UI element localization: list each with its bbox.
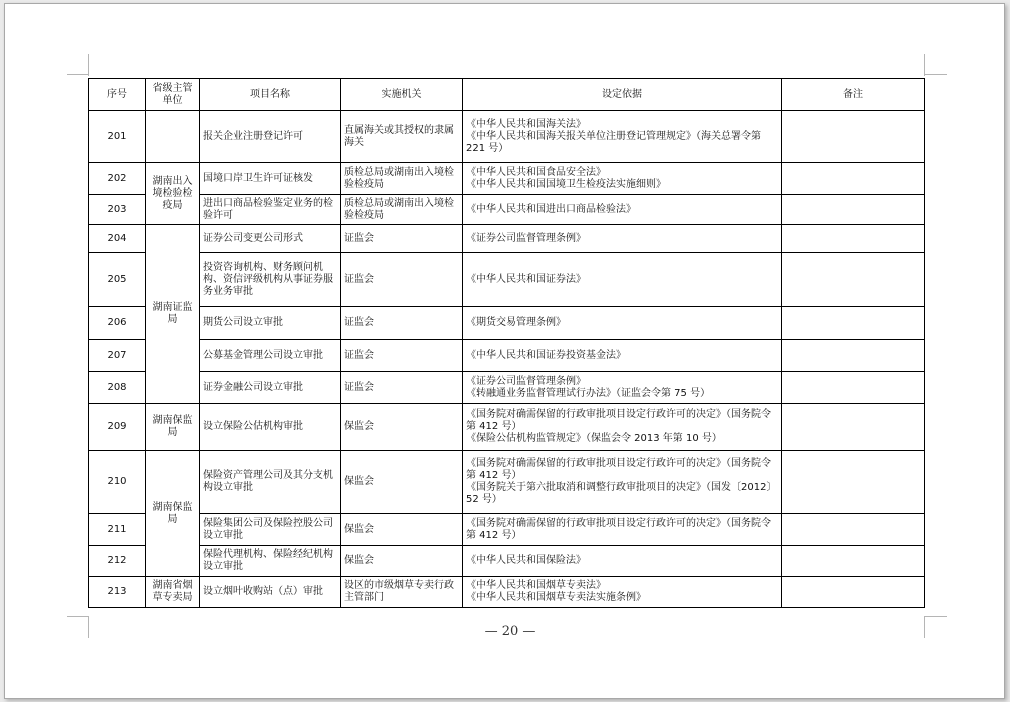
table-row [89, 372, 925, 404]
table-row [89, 577, 925, 608]
cell-impl: 证监会 [341, 307, 463, 340]
basis-line: 《证券公司监督管理条例》 [466, 375, 586, 387]
cell-note [782, 546, 925, 577]
table-row [89, 546, 925, 577]
cell-impl: 直属海关或其授权的隶属海关 [341, 111, 463, 163]
cell-basis [463, 111, 782, 163]
cell-basis [463, 163, 782, 195]
cell-impl: 质检总局或湖南出入境检验检疫局 [341, 163, 463, 195]
basis-line: 《国务院对确需保留的行政审批项目设定行政许可的决定》（国务院令第 412 号） [466, 458, 771, 481]
cell-note [782, 372, 925, 404]
cell-note [782, 340, 925, 372]
basis-line: 《保险公估机构监管规定》（保监会令 2013 年第 10 号） [466, 433, 722, 444]
cell-no: 207 [89, 340, 146, 372]
header-name: 项目名称 [200, 79, 341, 111]
cell-basis [463, 340, 782, 372]
cell-note [782, 451, 925, 514]
basis-line: 《中华人民共和国国境卫生检疫法实施细则》 [466, 178, 666, 190]
table-header-row [89, 79, 925, 111]
cell-name: 报关企业注册登记许可 [200, 111, 341, 163]
header-dept: 省级主管单位 [146, 79, 200, 111]
table-row [89, 195, 925, 225]
cell-impl: 证监会 [341, 372, 463, 404]
cell-impl: 设区的市级烟草专卖行政主管部门 [341, 577, 463, 608]
cell-no: 203 [89, 195, 146, 225]
cell-no: 211 [89, 514, 146, 546]
cell-impl: 保监会 [341, 546, 463, 577]
crop-mark-br-v [924, 616, 925, 638]
cell-dept [146, 111, 200, 163]
table-row [89, 253, 925, 307]
table-row [89, 225, 925, 253]
cell-no: 210 [89, 451, 146, 514]
cell-name: 保险集团公司及保险控股公司设立审批 [200, 514, 341, 546]
cell-name: 保险代理机构、保险经纪机构设立审批 [200, 546, 341, 577]
cell-note [782, 307, 925, 340]
basis-line: 《证券公司监督管理条例》 [466, 232, 586, 244]
cell-basis [463, 514, 782, 546]
cell-impl: 保监会 [341, 514, 463, 546]
cell-impl: 保监会 [341, 404, 463, 451]
cell-name: 公募基金管理公司设立审批 [200, 340, 341, 372]
crop-mark-bl-v [88, 616, 89, 638]
cell-no: 208 [89, 372, 146, 404]
cell-basis [463, 253, 782, 307]
cell-name: 投资咨询机构、财务顾问机构、资信评级机构从事证券服务业务审批 [200, 253, 341, 307]
crop-mark-tl-h [67, 74, 89, 75]
table-row [89, 111, 925, 163]
header-note: 备注 [782, 79, 925, 111]
cell-no: 209 [89, 404, 146, 451]
cell-name: 设立保险公估机构审批 [200, 404, 341, 451]
cell-no: 212 [89, 546, 146, 577]
basis-line: 《中华人民共和国海关报关单位注册登记管理规定》（海关总署令第 221 号） [466, 130, 761, 154]
cell-basis [463, 451, 782, 514]
basis-line: 《中华人民共和国证券投资基金法》 [466, 349, 626, 361]
table-row [89, 514, 925, 546]
cell-impl: 保监会 [341, 451, 463, 514]
cell-name: 国境口岸卫生许可证核发 [200, 163, 341, 195]
basis-line: 《期货交易管理条例》 [466, 317, 566, 328]
cell-note [782, 225, 925, 253]
cell-basis [463, 577, 782, 608]
cell-no: 201 [89, 111, 146, 163]
cell-name: 期货公司设立审批 [200, 307, 341, 340]
crop-mark-br-h [925, 616, 947, 617]
cell-note [782, 195, 925, 225]
table-row [89, 307, 925, 340]
crop-mark-tr-h [925, 74, 947, 75]
basis-line: 《中华人民共和国食品安全法》 [466, 166, 606, 178]
header-no: 序号 [89, 79, 146, 111]
cell-no: 204 [89, 225, 146, 253]
basis-line: 《中华人民共和国烟草专卖法实施条例》 [466, 592, 646, 603]
table-row [89, 163, 925, 195]
basis-line: 《中华人民共和国烟草专卖法》 [466, 580, 606, 591]
cell-basis [463, 307, 782, 340]
header-impl: 实施机关 [341, 79, 463, 111]
header-basis: 设定依据 [463, 79, 782, 111]
cell-name: 保险资产管理公司及其分支机构设立审批 [200, 451, 341, 514]
cell-impl: 证监会 [341, 253, 463, 307]
basis-line: 《中华人民共和国海关法》 [466, 118, 586, 130]
cell-no: 202 [89, 163, 146, 195]
cell-note [782, 514, 925, 546]
cell-impl: 质检总局或湖南出入境检验检疫局 [341, 195, 463, 225]
approval-items-table [88, 78, 925, 608]
cell-no: 205 [89, 253, 146, 307]
document-page [4, 3, 1005, 699]
cell-note [782, 163, 925, 195]
table-row [89, 404, 925, 451]
cell-basis [463, 195, 782, 225]
cell-no: 206 [89, 307, 146, 340]
crop-mark-tr-v [924, 54, 925, 76]
cell-name: 证券公司变更公司形式 [200, 225, 341, 253]
cell-basis [463, 225, 782, 253]
cell-dept: 湖南省烟草专卖局 [146, 577, 200, 608]
cell-note [782, 577, 925, 608]
basis-line: 《转融通业务监督管理试行办法》（证监会令第 75 号） [466, 387, 711, 399]
cell-dept: 湖南保监局 [146, 404, 200, 451]
cell-impl: 证监会 [341, 225, 463, 253]
basis-line: 《国务院对确需保留的行政审批项目设定行政许可的决定》（国务院令第 412 号） [466, 409, 771, 432]
basis-line: 《中华人民共和国证券法》 [466, 273, 586, 285]
cell-basis [463, 372, 782, 404]
crop-mark-tl-v [88, 54, 89, 76]
cell-note [782, 111, 925, 163]
page-number: — 20 — [484, 624, 536, 639]
cell-dept: 湖南保监局 [146, 451, 200, 577]
crop-mark-bl-h [67, 616, 89, 617]
basis-line: 《国务院对确需保留的行政审批项目设定行政许可的决定》（国务院令第 412 号） [466, 517, 771, 541]
cell-impl: 证监会 [341, 340, 463, 372]
cell-no: 213 [89, 577, 146, 608]
basis-line: 《中华人民共和国进出口商品检验法》 [466, 203, 636, 215]
cell-basis [463, 404, 782, 451]
table-row [89, 340, 925, 372]
basis-line: 《中华人民共和国保险法》 [466, 555, 586, 566]
cell-name: 证券金融公司设立审批 [200, 372, 341, 404]
basis-line: 《国务院关于第六批取消和调整行政审批项目的决定》（国发〔2012〕52 号） [466, 482, 777, 505]
cell-note [782, 253, 925, 307]
cell-name: 设立烟叶收购站（点）审批 [200, 577, 341, 608]
cell-dept: 湖南证监局 [146, 225, 200, 404]
cell-note [782, 404, 925, 451]
cell-name: 进出口商品检验鉴定业务的检验许可 [200, 195, 341, 225]
table-row [89, 451, 925, 514]
cell-dept: 湖南出入境检验检疫局 [146, 163, 200, 225]
cell-basis [463, 546, 782, 577]
